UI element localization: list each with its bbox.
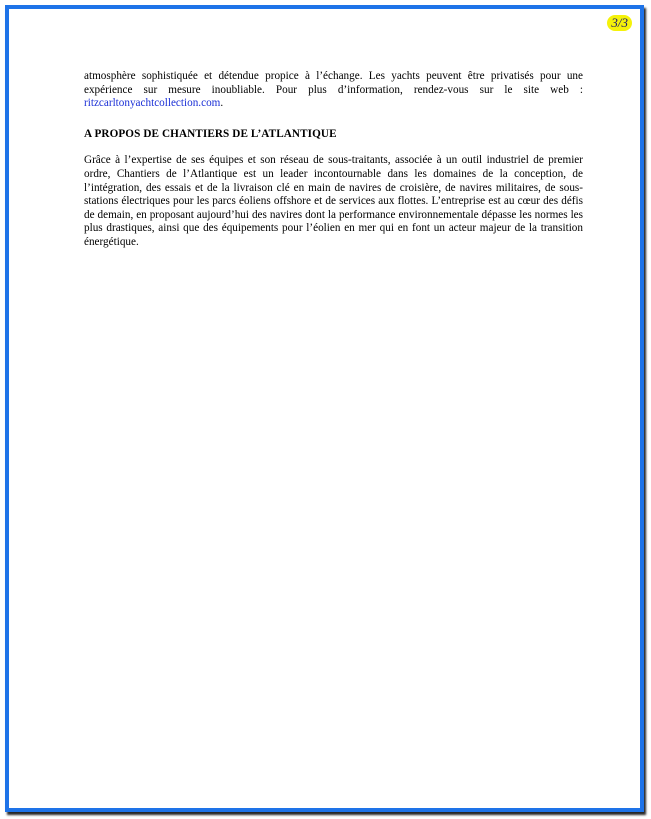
website-link[interactable]: ritzcarltonyachtcollection.com bbox=[84, 97, 221, 110]
section-heading: A PROPOS DE CHANTIERS DE L’ATLANTIQUE bbox=[84, 127, 337, 140]
section-body-paragraph: Grâce à l’expertise de ses équipes et son réseau de sous-traitants, associée à un outil industriel de premier ordre, Chantiers de l’Atlantique est un leader incontournable dans les domaines de la conception, de l’intégration, des essais et de la livraison clé en main de navires de croisière, de navires militaires, de sous-stations électriques pour les parcs éoliens offshore et de services aux flottes. L’entreprise est au cœur des défis de demain, en proposant aujourd’hui des navires dont la performance environnementale dépasse les normes les plus drastiques, ainsi que des équipements pour l’éolien en mer qui en font un acteur majeur de la transition énergétique. bbox=[84, 154, 583, 248]
page-number-badge: 3/3 bbox=[607, 15, 632, 31]
document-page bbox=[5, 5, 644, 812]
document-content bbox=[84, 70, 583, 250]
intro-paragraph bbox=[84, 70, 583, 111]
intro-text: atmosphère sophistiquée et détendue propice à l’échange. Les yachts peuvent être privatisés pour une expérience sur mesure inoubliable. Pour plus d’information, rendez-vous sur le site web : bbox=[84, 70, 583, 96]
intro-trailing: . bbox=[220, 97, 224, 110]
